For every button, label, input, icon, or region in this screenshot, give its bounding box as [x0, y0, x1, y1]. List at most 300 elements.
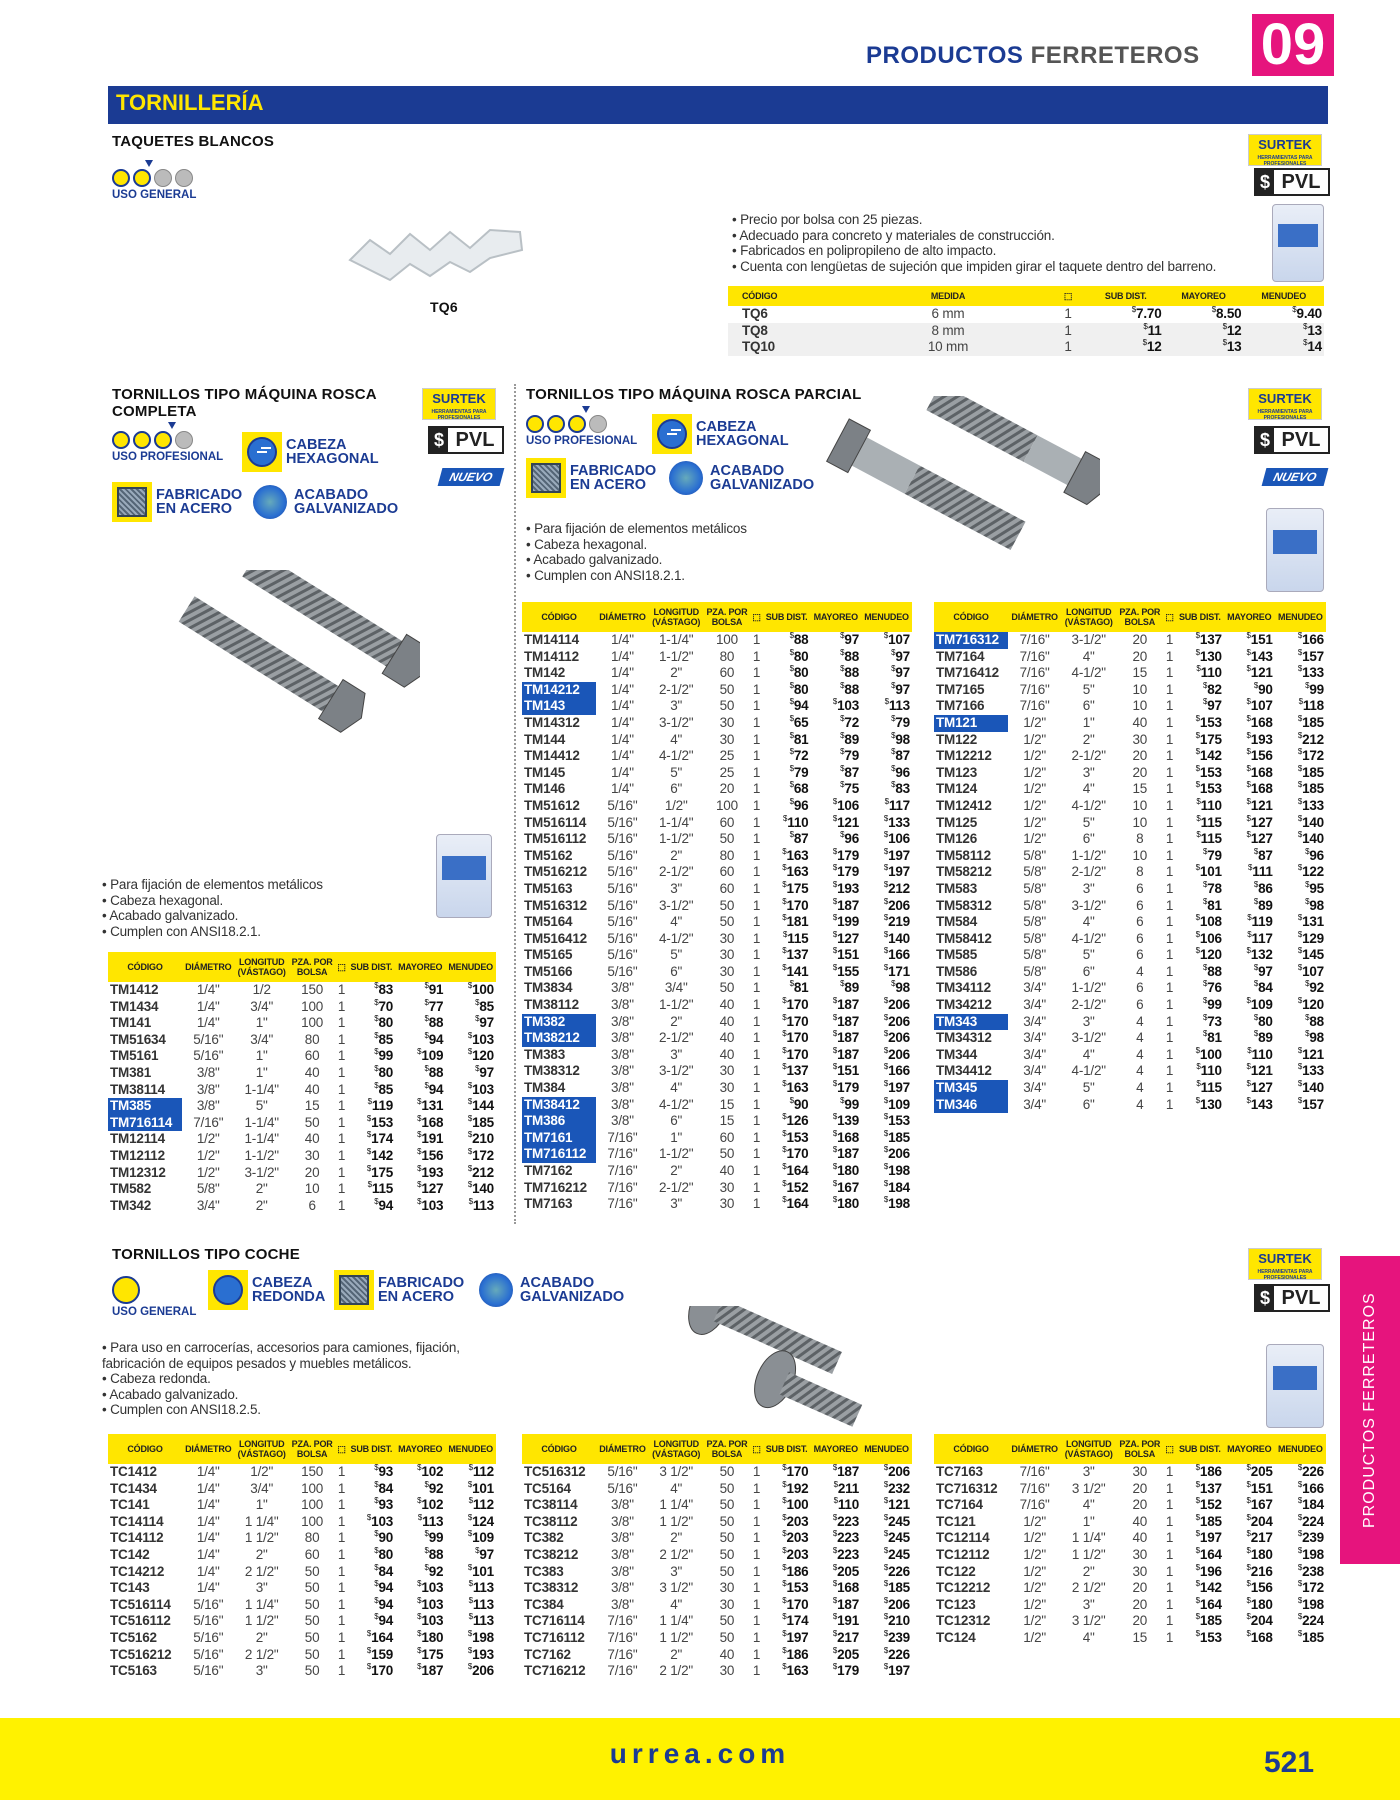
price-cell: $185 [467, 1113, 494, 1130]
diameter-cell: 3/8" [611, 1063, 634, 1079]
brand-name: SURTEK [1258, 391, 1312, 406]
length-cell: 3" [670, 1196, 683, 1212]
price-cell: $168 [1246, 763, 1273, 780]
box-qty-cell: 1 [1165, 781, 1174, 797]
dollar-sign: $ [1246, 763, 1251, 773]
dollar-sign: $ [832, 1029, 838, 1039]
dollar-sign: $ [883, 813, 889, 823]
diameter-cell: 5/16" [607, 930, 638, 946]
dollar-sign: $ [832, 1079, 838, 1089]
col-mayoreo: MAYOREO [1224, 1434, 1275, 1464]
code-cell: TM516412 [524, 930, 587, 946]
dollar-sign: $ [1246, 664, 1251, 674]
price-cell: $72 [789, 747, 809, 764]
uso-dot-icon [133, 169, 151, 187]
price-cell: $184 [883, 1178, 910, 1195]
length-cell: 3-1/2" [659, 897, 694, 913]
box-qty-cell: 1 [752, 930, 761, 946]
price-cell: $140 [1297, 830, 1324, 847]
length-cell: 3-1/2" [1071, 897, 1106, 913]
price-cell: $191 [832, 1612, 860, 1629]
dollar-sign: $ [424, 1562, 429, 1572]
length-cell: 3 1/2" [659, 1464, 693, 1479]
col-codigo: CÓDIGO [108, 1434, 182, 1464]
code-cell: TC7163 [936, 1464, 983, 1479]
price-cell: $156 [1246, 747, 1273, 764]
completa-bullets [102, 877, 402, 939]
box-qty-cell: 1 [1165, 963, 1174, 979]
dollar-sign: $ [467, 1479, 473, 1489]
pieces-cell: 20 [304, 1164, 320, 1180]
price-cell: $179 [832, 1662, 860, 1679]
box-qty-cell: 1 [1165, 880, 1174, 896]
dollar-sign: $ [424, 1080, 429, 1090]
length-cell: 5" [670, 764, 683, 780]
box-qty-cell: 1 [1064, 306, 1072, 321]
price-cell: $94 [424, 1030, 444, 1047]
price-cell: $120 [467, 1047, 494, 1064]
box-qty-cell: 1 [752, 764, 761, 780]
box-qty-cell: 1 [1165, 930, 1174, 946]
price-cell: $80 [374, 1014, 394, 1031]
length-cell: 3-1/2" [1071, 632, 1106, 647]
dollar-sign: $ [883, 1628, 889, 1638]
dollar-sign: $ [1246, 1463, 1251, 1472]
table-row [108, 1048, 496, 1065]
col-menudeo: MENUDEO [445, 1434, 496, 1464]
price-cell: $164 [1195, 1545, 1222, 1562]
dollar-sign: $ [468, 1612, 473, 1622]
code-cell: TQ10 [742, 339, 775, 355]
coche-table-b [522, 1434, 912, 1680]
price-cell: $119 [367, 1097, 394, 1114]
code-cell: TC12312 [936, 1613, 991, 1629]
length-cell: 3-1/2" [244, 1164, 279, 1180]
dollar-sign: $ [366, 1628, 372, 1638]
price-cell: $121 [1297, 1045, 1324, 1062]
box-icon: ⬚ [1165, 1444, 1174, 1454]
code-cell: TM146 [524, 781, 566, 797]
page-header-title [866, 42, 1200, 70]
price-cell: $121 [832, 813, 860, 830]
box-qty-cell: 1 [337, 1497, 346, 1513]
dollar-icon: $ [1256, 170, 1274, 194]
dollar-sign: $ [883, 1112, 889, 1122]
price-cell: $98 [1305, 896, 1324, 913]
code-cell: TC5163 [110, 1663, 157, 1679]
pieces-cell: 50 [719, 1629, 735, 1645]
dollar-sign: $ [1253, 896, 1259, 906]
bullet-item: • Acabado galvanizado. [102, 908, 402, 924]
dollar-sign: $ [832, 1595, 838, 1605]
price-cell: $113 [468, 1595, 494, 1612]
price-cell: $99 [374, 1047, 394, 1064]
dollar-sign: $ [782, 1128, 787, 1138]
dollar-sign: $ [1202, 979, 1208, 989]
price-cell: $80 [374, 1545, 394, 1562]
length-cell: 2" [255, 1546, 268, 1562]
pieces-cell: 6 [1136, 897, 1144, 913]
medida-cell: 10 mm [927, 339, 969, 355]
price-cell: $107 [1246, 697, 1273, 714]
dollar-sign: $ [832, 879, 838, 889]
completa-title [112, 386, 377, 420]
dollar-sign: $ [883, 913, 889, 923]
pieces-cell: 20 [1132, 1596, 1148, 1612]
box-icon: ⬚ [337, 1444, 346, 1454]
pieces-cell: 60 [719, 1129, 735, 1145]
pieces-cell: 15 [1132, 665, 1148, 681]
price-cell: $106 [832, 796, 860, 813]
price-cell: $89 [840, 730, 860, 747]
price-cell: $111 [1248, 863, 1273, 880]
price-cell: $65 [789, 713, 809, 730]
dollar-sign: $ [1246, 1079, 1251, 1089]
pieces-cell: 100 [715, 797, 738, 813]
product-bag-image [436, 834, 492, 918]
dollar-sign: $ [1195, 1496, 1200, 1506]
diameter-cell: 3/4" [1023, 1030, 1046, 1046]
box-qty-cell: 1 [1165, 1580, 1174, 1596]
uso-dot-icon [154, 169, 172, 187]
dollar-sign: $ [374, 1479, 379, 1489]
price-cell: $115 [1196, 813, 1222, 830]
col-codigo: CÓDIGO [108, 952, 182, 982]
code-cell: TM516312 [524, 897, 587, 913]
feature-label-line: FABRICADO [156, 487, 243, 503]
price-cell: $205 [832, 1645, 860, 1662]
diameter-cell: 1/2" [1023, 764, 1046, 780]
uso-dot-icon [112, 1276, 140, 1304]
bullet-item: • Para fijación de elementos metálicos [526, 521, 826, 537]
code-cell: TM58312 [936, 897, 992, 913]
pieces-cell: 30 [719, 1663, 735, 1679]
col-box [1163, 602, 1175, 632]
code-cell: TM58412 [936, 930, 992, 946]
table-row [728, 323, 1324, 340]
dollar-sign: $ [832, 962, 838, 972]
table-row [108, 1547, 496, 1564]
col-sub: SUB DIST. [1176, 602, 1224, 632]
price-cell: $206 [883, 1145, 910, 1162]
table-row [522, 1630, 912, 1647]
table-row [108, 1082, 496, 1099]
round-head-icon [213, 1275, 243, 1305]
table-row [108, 1597, 496, 1614]
price-cell: $239 [883, 1628, 910, 1645]
price-cell: $87 [1253, 846, 1273, 863]
box-qty-cell: 1 [752, 1113, 761, 1129]
price-cell: $133 [1297, 1062, 1324, 1079]
length-cell: 1" [255, 1497, 268, 1513]
price-cell: $101 [1195, 863, 1222, 880]
taquete-image [340, 210, 540, 290]
pieces-cell: 15 [719, 1096, 735, 1112]
diameter-cell: 7/16" [607, 1613, 638, 1629]
dollar-sign: $ [1297, 631, 1303, 640]
box-qty-cell: 1 [752, 1046, 761, 1062]
code-cell: TC12114 [936, 1530, 990, 1546]
length-cell: 3" [670, 698, 683, 714]
pieces-cell: 6 [1136, 980, 1144, 996]
dollar-sign: $ [1246, 1628, 1251, 1638]
dollar-sign: $ [789, 763, 794, 773]
price-cell: $155 [832, 962, 860, 979]
price-cell: $130 [1195, 647, 1222, 664]
feature-cabeza-hexagonal [242, 432, 379, 472]
dollar-sign: $ [883, 1062, 889, 1072]
code-cell: TM58112 [936, 847, 991, 863]
dollar-sign: $ [417, 1113, 422, 1123]
box-qty-cell: 1 [752, 831, 761, 847]
length-cell: 1-1/4" [244, 1081, 279, 1097]
pieces-cell: 20 [1132, 764, 1148, 780]
price-cell: $72 [840, 713, 860, 730]
code-cell: TM12412 [936, 797, 992, 813]
length-cell: 3" [1082, 1596, 1095, 1612]
diameter-cell: 5/8" [1023, 963, 1046, 979]
price-cell: $168 [417, 1113, 444, 1130]
dollar-sign: $ [1292, 305, 1297, 314]
table-row [934, 698, 1326, 715]
box-qty-cell: 1 [752, 1163, 761, 1178]
length-cell: 1 1/2" [244, 1613, 279, 1629]
price-cell: $88 [424, 1014, 444, 1031]
diameter-cell: 1/4" [196, 1464, 220, 1479]
pieces-cell: 50 [719, 698, 735, 714]
dollar-sign: $ [1246, 796, 1251, 806]
feature-label-line: CABEZA [696, 419, 757, 435]
footer-url[interactable]: urrea.com [609, 1738, 791, 1769]
box-qty-cell: 1 [337, 1596, 346, 1612]
price-cell: $142 [366, 1146, 394, 1163]
dollar-sign: $ [782, 1662, 787, 1672]
pieces-cell: 30 [719, 1196, 735, 1212]
taquete-image-label: TQ6 [430, 299, 458, 315]
price-cell: $82 [1202, 680, 1222, 697]
box-qty-cell: 1 [337, 1147, 346, 1163]
col-longitud: LONGITUD (VÁSTAGO) [235, 1434, 289, 1464]
dollar-sign: $ [883, 1463, 889, 1472]
col-mayoreo: MAYOREO [810, 602, 861, 632]
table-row [934, 848, 1326, 865]
code-cell: TM342 [110, 1197, 152, 1213]
price-cell: $7.70 [1131, 305, 1162, 321]
taquetes-title: TAQUETES BLANCOS [112, 133, 275, 150]
length-cell: 2-1/2" [659, 681, 694, 697]
diameter-cell: 7/16" [1019, 1497, 1050, 1513]
length-cell: 4" [670, 914, 683, 930]
box-qty-cell: 1 [1165, 1063, 1174, 1079]
price-cell: $137 [782, 946, 809, 963]
price-cell: $133 [883, 813, 910, 830]
pieces-cell: 15 [1132, 1629, 1148, 1645]
pieces-cell: 50 [719, 897, 735, 913]
box-qty-cell: 1 [337, 1081, 346, 1097]
feature-cabeza-hexagonal [652, 414, 789, 454]
length-cell: 2" [1082, 731, 1095, 747]
dollar-sign: $ [789, 747, 794, 757]
box-qty-cell: 1 [1165, 1546, 1174, 1562]
length-cell: 3" [1082, 1013, 1095, 1029]
bullet-item: • Acabado galvanizado. [102, 1387, 482, 1403]
dollar-sign: $ [1195, 1545, 1200, 1555]
dollar-sign: $ [883, 1662, 889, 1672]
length-cell: 1" [255, 1064, 268, 1080]
dollar-sign: $ [1297, 796, 1303, 806]
dollar-sign: $ [1253, 879, 1259, 889]
price-cell: $186 [1195, 1463, 1222, 1479]
dollar-sign: $ [883, 962, 889, 972]
diameter-cell: 7/16" [1019, 648, 1050, 664]
feature-label-line: FABRICADO [378, 1275, 465, 1291]
surtek-logo [1248, 388, 1322, 420]
price-cell: $151 [832, 1062, 860, 1079]
price-cell: $210 [467, 1130, 494, 1147]
price-cell: $164 [782, 1195, 809, 1212]
table-row [522, 1196, 912, 1213]
code-cell: TC1434 [110, 1480, 157, 1496]
feature-label-line: ACABADO [520, 1275, 595, 1291]
feature-acabado-galvanizado [476, 1270, 624, 1310]
box-qty-cell: 1 [337, 1480, 346, 1496]
code-cell: TM382 [522, 1014, 596, 1031]
dollar-sign: $ [417, 1662, 422, 1672]
length-cell: 6" [670, 1113, 683, 1129]
code-cell: TM38112 [524, 997, 579, 1013]
code-cell: TM583 [936, 880, 978, 896]
table-row [522, 898, 912, 915]
dollar-sign: $ [367, 1097, 372, 1107]
dollar-sign: $ [840, 680, 845, 690]
dollar-sign: $ [883, 1612, 889, 1622]
code-cell: TM121 [934, 715, 1008, 732]
diameter-cell: 3/8" [611, 1596, 634, 1612]
price-cell: $130 [1195, 1095, 1222, 1112]
feature-box [666, 458, 706, 498]
code-cell: TM7165 [936, 681, 985, 697]
box-qty-cell: 1 [1165, 980, 1174, 996]
diameter-cell: 3/4" [1023, 1013, 1046, 1029]
feature-label [286, 438, 379, 466]
dollar-sign: $ [782, 1496, 787, 1506]
length-cell: 2 1/2" [244, 1646, 279, 1662]
box-qty-cell: 1 [1165, 797, 1174, 813]
price-cell: $97 [1202, 697, 1222, 714]
table-row [934, 632, 1326, 649]
box-qty-cell: 1 [752, 781, 761, 797]
diameter-cell: 5/16" [193, 1663, 224, 1679]
pieces-cell: 50 [304, 1563, 320, 1579]
price-cell: $198 [883, 1162, 910, 1178]
table-body [934, 1464, 1326, 1647]
dollar-sign: $ [366, 1146, 372, 1156]
dollar-sign: $ [1246, 730, 1251, 740]
price-cell: $107 [1297, 962, 1324, 979]
code-cell: TM516114 [524, 814, 587, 830]
dollar-sign: $ [1195, 631, 1200, 640]
table-row [522, 649, 912, 666]
box-qty-cell: 1 [752, 1080, 761, 1096]
dollar-sign: $ [883, 1479, 889, 1489]
price-cell: $109 [467, 1529, 494, 1546]
box-qty-cell: 1 [337, 1098, 346, 1114]
box-qty-cell: 1 [752, 997, 761, 1013]
diameter-cell: 3/8" [196, 1064, 220, 1080]
dollar-sign: $ [1202, 846, 1208, 856]
diameter-cell: 7/16" [607, 1163, 638, 1178]
dollar-sign: $ [1297, 713, 1303, 723]
surtek-logo [1248, 134, 1322, 166]
box-qty-cell: 1 [1165, 997, 1174, 1013]
code-cell: TM5166 [524, 963, 573, 979]
feature-label-line: REDONDA [252, 1289, 326, 1305]
length-cell: 4-1/2" [659, 930, 694, 946]
table-row [934, 1014, 1326, 1031]
dollar-sign: $ [782, 846, 787, 856]
pieces-cell: 30 [719, 1080, 735, 1096]
dollar-sign: $ [1196, 1079, 1201, 1089]
price-cell: $94 [374, 1612, 394, 1629]
code-cell: TC383 [524, 1563, 564, 1579]
dollar-sign: $ [1202, 879, 1208, 889]
dollar-sign: $ [417, 1146, 422, 1156]
pieces-cell: 50 [304, 1596, 320, 1612]
length-cell: 3 1/2" [659, 1580, 693, 1596]
pieces-cell: 60 [304, 1048, 320, 1064]
dollar-sign: $ [417, 1512, 423, 1522]
dollar-sign: $ [883, 1162, 889, 1171]
box-qty-cell: 1 [337, 1197, 346, 1213]
diameter-cell: 3/8" [611, 1080, 634, 1096]
box-icon: ⬚ [1165, 612, 1174, 622]
code-cell: TM38114 [110, 1081, 165, 1097]
price-cell: $175 [1195, 730, 1222, 747]
table-row [934, 1097, 1326, 1114]
dollar-sign: $ [883, 1079, 889, 1089]
taquetes-bullets [732, 212, 1232, 274]
box-qty-cell: 1 [1165, 1096, 1174, 1112]
box-qty-cell: 1 [1165, 648, 1174, 664]
length-cell: 6" [1082, 963, 1095, 979]
dollar-sign: $ [789, 1095, 794, 1105]
diameter-cell: 7/16" [607, 1646, 638, 1662]
pieces-cell: 50 [304, 1663, 320, 1679]
code-cell: TM716112 [522, 1146, 596, 1163]
table-row [522, 1530, 912, 1547]
length-cell: 1" [255, 1015, 268, 1031]
table-row [934, 765, 1326, 782]
box-qty-cell: 1 [752, 797, 761, 813]
price-cell: $212 [1297, 730, 1324, 747]
box-qty-cell: 1 [752, 1546, 761, 1562]
box-qty-cell: 1 [337, 1546, 346, 1562]
price-cell: $172 [1297, 747, 1324, 764]
dollar-sign: $ [883, 1095, 889, 1105]
table-row [934, 748, 1326, 765]
code-cell: TC123 [936, 1596, 976, 1612]
length-cell: 1 1/4" [244, 1513, 279, 1529]
dollar-sign: $ [467, 1529, 473, 1539]
price-cell: $115 [783, 929, 809, 946]
box-qty-cell: 1 [1165, 864, 1174, 880]
col-menudeo: MENUDEO [861, 1434, 912, 1464]
dollar-sign: $ [1297, 913, 1303, 923]
dollar-sign: $ [1297, 780, 1303, 790]
price-cell: $187 [832, 1029, 860, 1046]
diameter-cell: 7/16" [1019, 681, 1050, 697]
code-cell: TC122 [936, 1563, 976, 1579]
